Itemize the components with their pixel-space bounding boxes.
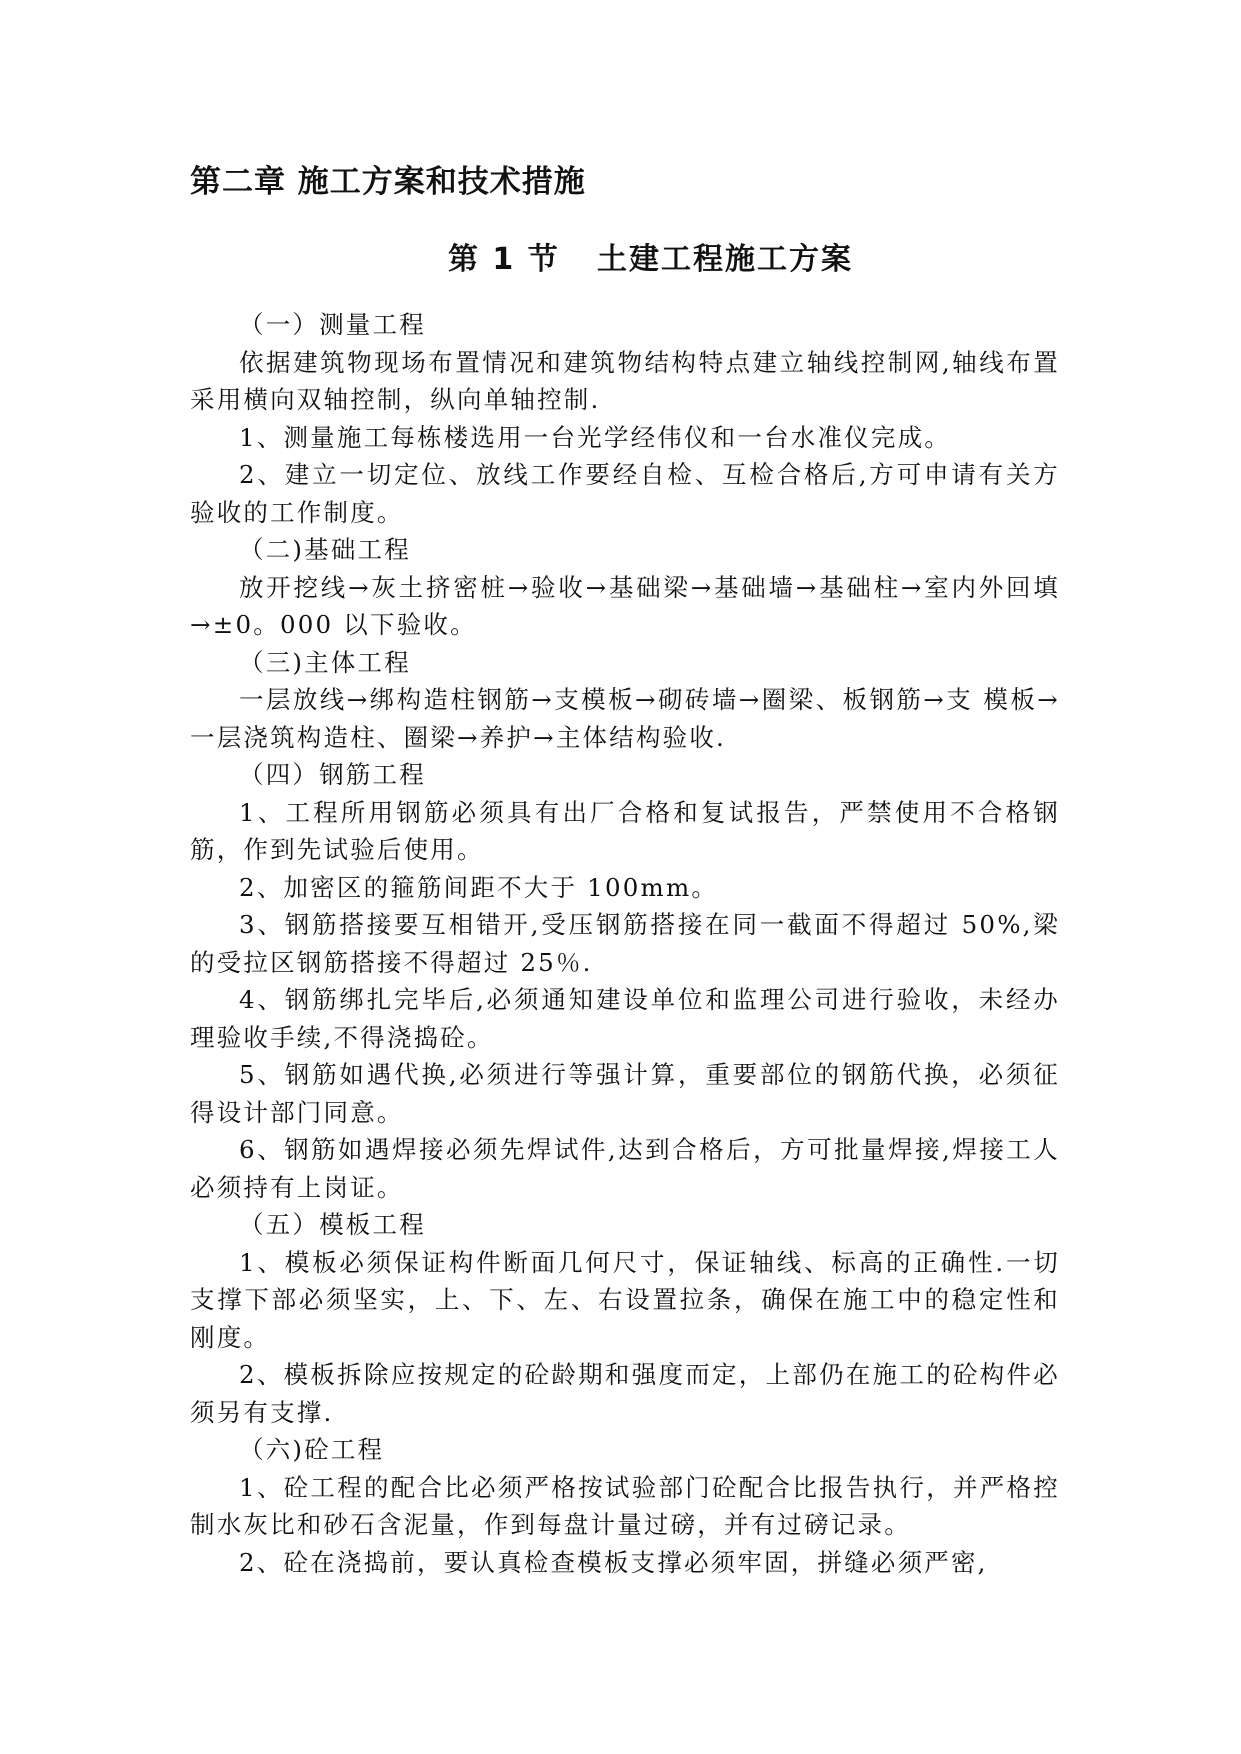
body-paragraph: 放开挖线→灰土挤密桩→验收→基础梁→基础墙→基础柱→室内外回填→±0。000 以下验收。 bbox=[190, 572, 1060, 639]
body-paragraph: 1、砼工程的配合比必须严格按试验部门砼配合比报告执行，并严格控制水灰比和砂石含泥量，作到每盘计量过磅，并有过磅记录。 bbox=[190, 1472, 1060, 1539]
chapter-title: 第二章 施工方案和技术措施 bbox=[190, 164, 586, 200]
body-paragraph: 4、钢筋绑扎完毕后,必须通知建设单位和监理公司进行验收，未经办理验收手续,不得浇捣砼。 bbox=[190, 985, 1060, 1052]
section-heading: （二)基础工程 bbox=[239, 535, 411, 564]
body-paragraph: 1、测量施工每栋楼选用一台光学经伟仪和一台水准仪完成。 bbox=[239, 422, 951, 452]
section-heading: （一）测量工程 bbox=[239, 310, 426, 339]
body-paragraph: 1、工程所用钢筋必须具有出厂合格和复试报告，严禁使用不合格钢筋，作到先试验后使用。 bbox=[190, 797, 1060, 864]
body-paragraph: 一层放线→绑构造柱钢筋→支模板→砌砖墙→圈梁、板钢筋→支 模板→一层浇筑构造柱、圈梁→养护→主体结构验收. bbox=[190, 685, 1060, 752]
document-body bbox=[190, 306, 1060, 1581]
body-paragraph: 2、加密区的箍筋间距不大于 100mm。 bbox=[239, 872, 719, 902]
section-heading: （五）模板工程 bbox=[239, 1210, 426, 1239]
body-paragraph: 依据建筑物现场布置情况和建筑物结构特点建立轴线控制网,轴线布置采用横向双轴控制，纵向单轴控制. bbox=[190, 347, 1060, 414]
body-paragraph: 2、模板拆除应按规定的砼龄期和强度而定，上部仍在施工的砼构件必须另有支撑. bbox=[190, 1360, 1060, 1427]
body-paragraph: 3、钢筋搭接要互相错开,受压钢筋搭接在同一截面不得超过 50%,梁的受拉区钢筋搭接不得超过 25％. bbox=[190, 910, 1060, 977]
section-heading: （三)主体工程 bbox=[239, 647, 411, 677]
body-paragraph: 6、钢筋如遇焊接必须先焊试件,达到合格后，方可批量焊接,焊接工人必须持有上岗证。 bbox=[190, 1135, 1060, 1202]
body-paragraph: 2、建立一切定位、放线工作要经自检、互检合格后,方可申请有关方验收的工作制度。 bbox=[190, 460, 1060, 527]
section-heading: （四）钢筋工程 bbox=[239, 760, 426, 789]
section-heading: （六)砼工程 bbox=[239, 1435, 385, 1464]
body-paragraph: 1、模板必须保证构件断面几何尺寸，保证轴线、标高的正确性.一切支撑下部必须坚实，上、下、左、右设置拉条，确保在施工中的稳定性和刚度。 bbox=[190, 1247, 1060, 1352]
body-paragraph: 5、钢筋如遇代换,必须进行等强计算，重要部位的钢筋代换，必须征得设计部门同意。 bbox=[190, 1060, 1060, 1127]
section-title: 第 1 节 土建工程施工方案 bbox=[447, 242, 854, 277]
body-paragraph: 2、砼在浇捣前，要认真检查模板支撑必须牢固，拼缝必须严密, bbox=[239, 1547, 988, 1577]
